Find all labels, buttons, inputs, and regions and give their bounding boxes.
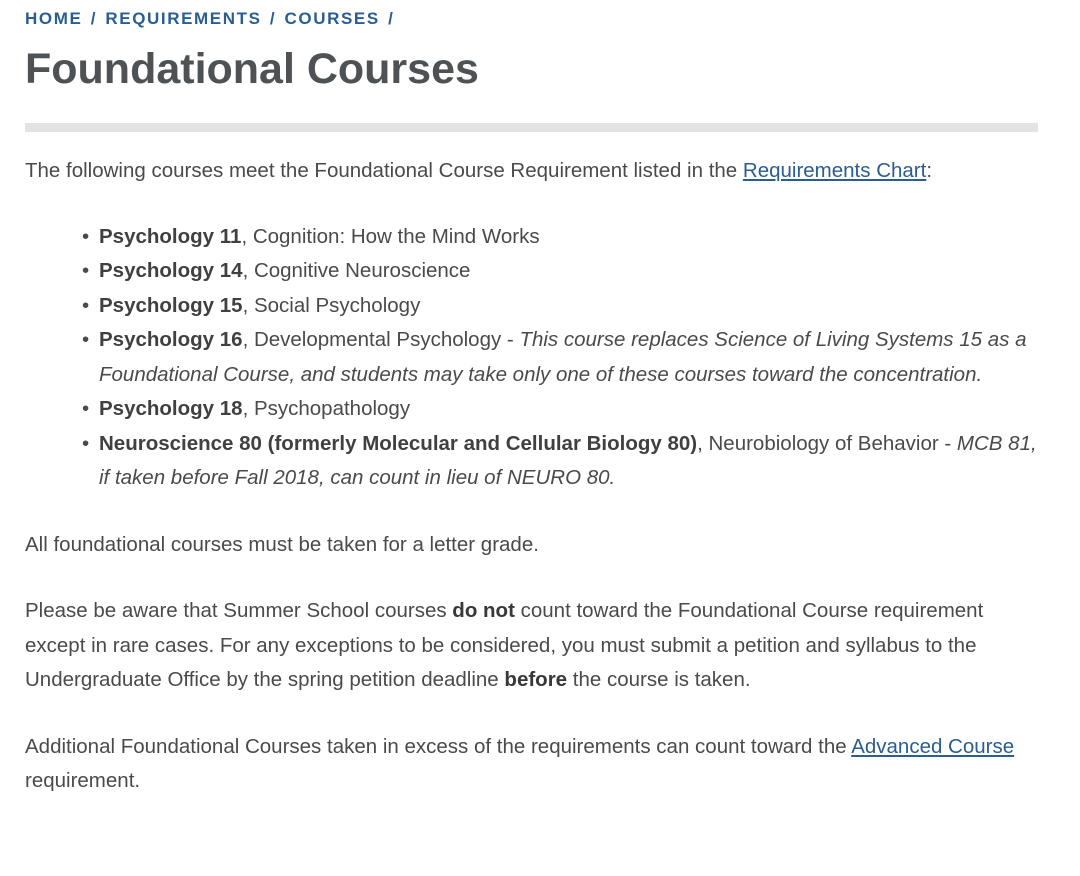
bullet-icon: •: [82, 259, 90, 282]
course-note: MCB 81, if taken before Fall 2018, can count in lieu of NEURO 80.: [99, 431, 1037, 489]
page-content: [25, 0, 1038, 799]
breadcrumb-separator: /: [90, 9, 98, 28]
bullet-icon: •: [82, 431, 90, 455]
course-code: Psychology 18: [99, 397, 243, 420]
additional-text-end: requirement.: [25, 769, 141, 792]
title-divider: [25, 123, 1038, 132]
course-code: Psychology 15: [99, 293, 243, 317]
course-title: , Developmental Psychology: [242, 328, 502, 351]
bullet-icon: •: [82, 328, 90, 351]
bullet-icon: •: [82, 224, 90, 248]
summer-text: Please be aware that Summer School courses: [25, 599, 453, 622]
course-title: , Psychopathology: [242, 397, 411, 420]
list-item: [82, 323, 1038, 392]
list-item: [82, 392, 1038, 427]
breadcrumb: [25, 9, 1038, 29]
list-item: [82, 220, 1038, 255]
summer-emphasis-before: before: [504, 668, 568, 691]
letter-grade-paragraph: All foundational courses must be taken for a letter grade.: [25, 532, 539, 556]
course-code: Neuroscience 80 (formerly Molecular and Cellular Biology 80): [99, 431, 698, 455]
additional-text: Additional Foundational Courses taken in excess of the requirements can count toward the: [25, 734, 852, 758]
course-code: Psychology 16: [99, 328, 243, 351]
course-code: Psychology 14: [99, 259, 243, 282]
course-title: , Cognition: How the Mind Works: [241, 224, 540, 248]
course-title: , Cognitive Neuroscience: [242, 259, 471, 282]
bullet-icon: •: [82, 397, 90, 420]
course-note: This course replaces Science of Living Systems 15 as a Foundational Course, and students may take only one of these courses toward the concentration.: [99, 328, 1027, 386]
summer-school-paragraph: [25, 594, 1038, 698]
list-item: [82, 254, 1038, 289]
breadcrumb-home-link[interactable]: HOME: [25, 9, 83, 28]
intro-text-end: :: [926, 159, 933, 182]
course-note-separator: -: [938, 431, 957, 455]
requirements-chart-link[interactable]: Requirements Chart: [742, 159, 927, 182]
course-title: , Neurobiology of Behavior: [697, 431, 939, 455]
bullet-icon: •: [82, 293, 90, 317]
list-item: [82, 427, 1038, 496]
summer-text: count toward the Foundational Course requirement except in rare cases. For any exceptions to be considered, you must submit a petition and syllabus to the Undergraduate Office by the spring petition deadline: [25, 599, 984, 691]
list-item: [82, 289, 1038, 324]
summer-emphasis-do-not: do not: [452, 599, 515, 622]
breadcrumb-separator: /: [269, 9, 277, 28]
summer-text: the course is taken.: [567, 668, 751, 691]
additional-courses-paragraph: [25, 730, 1038, 799]
breadcrumb-separator: /: [388, 9, 395, 28]
breadcrumb-courses-link[interactable]: COURSES: [284, 9, 380, 28]
intro-text: The following courses meet the Foundational Course Requirement listed in the: [25, 159, 743, 182]
course-title: , Social Psychology: [242, 293, 421, 317]
advanced-course-link[interactable]: Advanced Course: [851, 734, 1015, 758]
course-list: [25, 220, 1038, 496]
course-code: Psychology 11: [99, 224, 242, 248]
intro-paragraph: [25, 154, 1038, 189]
course-note-separator: -: [501, 328, 520, 351]
page-title: Foundational Courses: [25, 45, 479, 93]
breadcrumb-requirements-link[interactable]: REQUIREMENTS: [105, 9, 262, 28]
